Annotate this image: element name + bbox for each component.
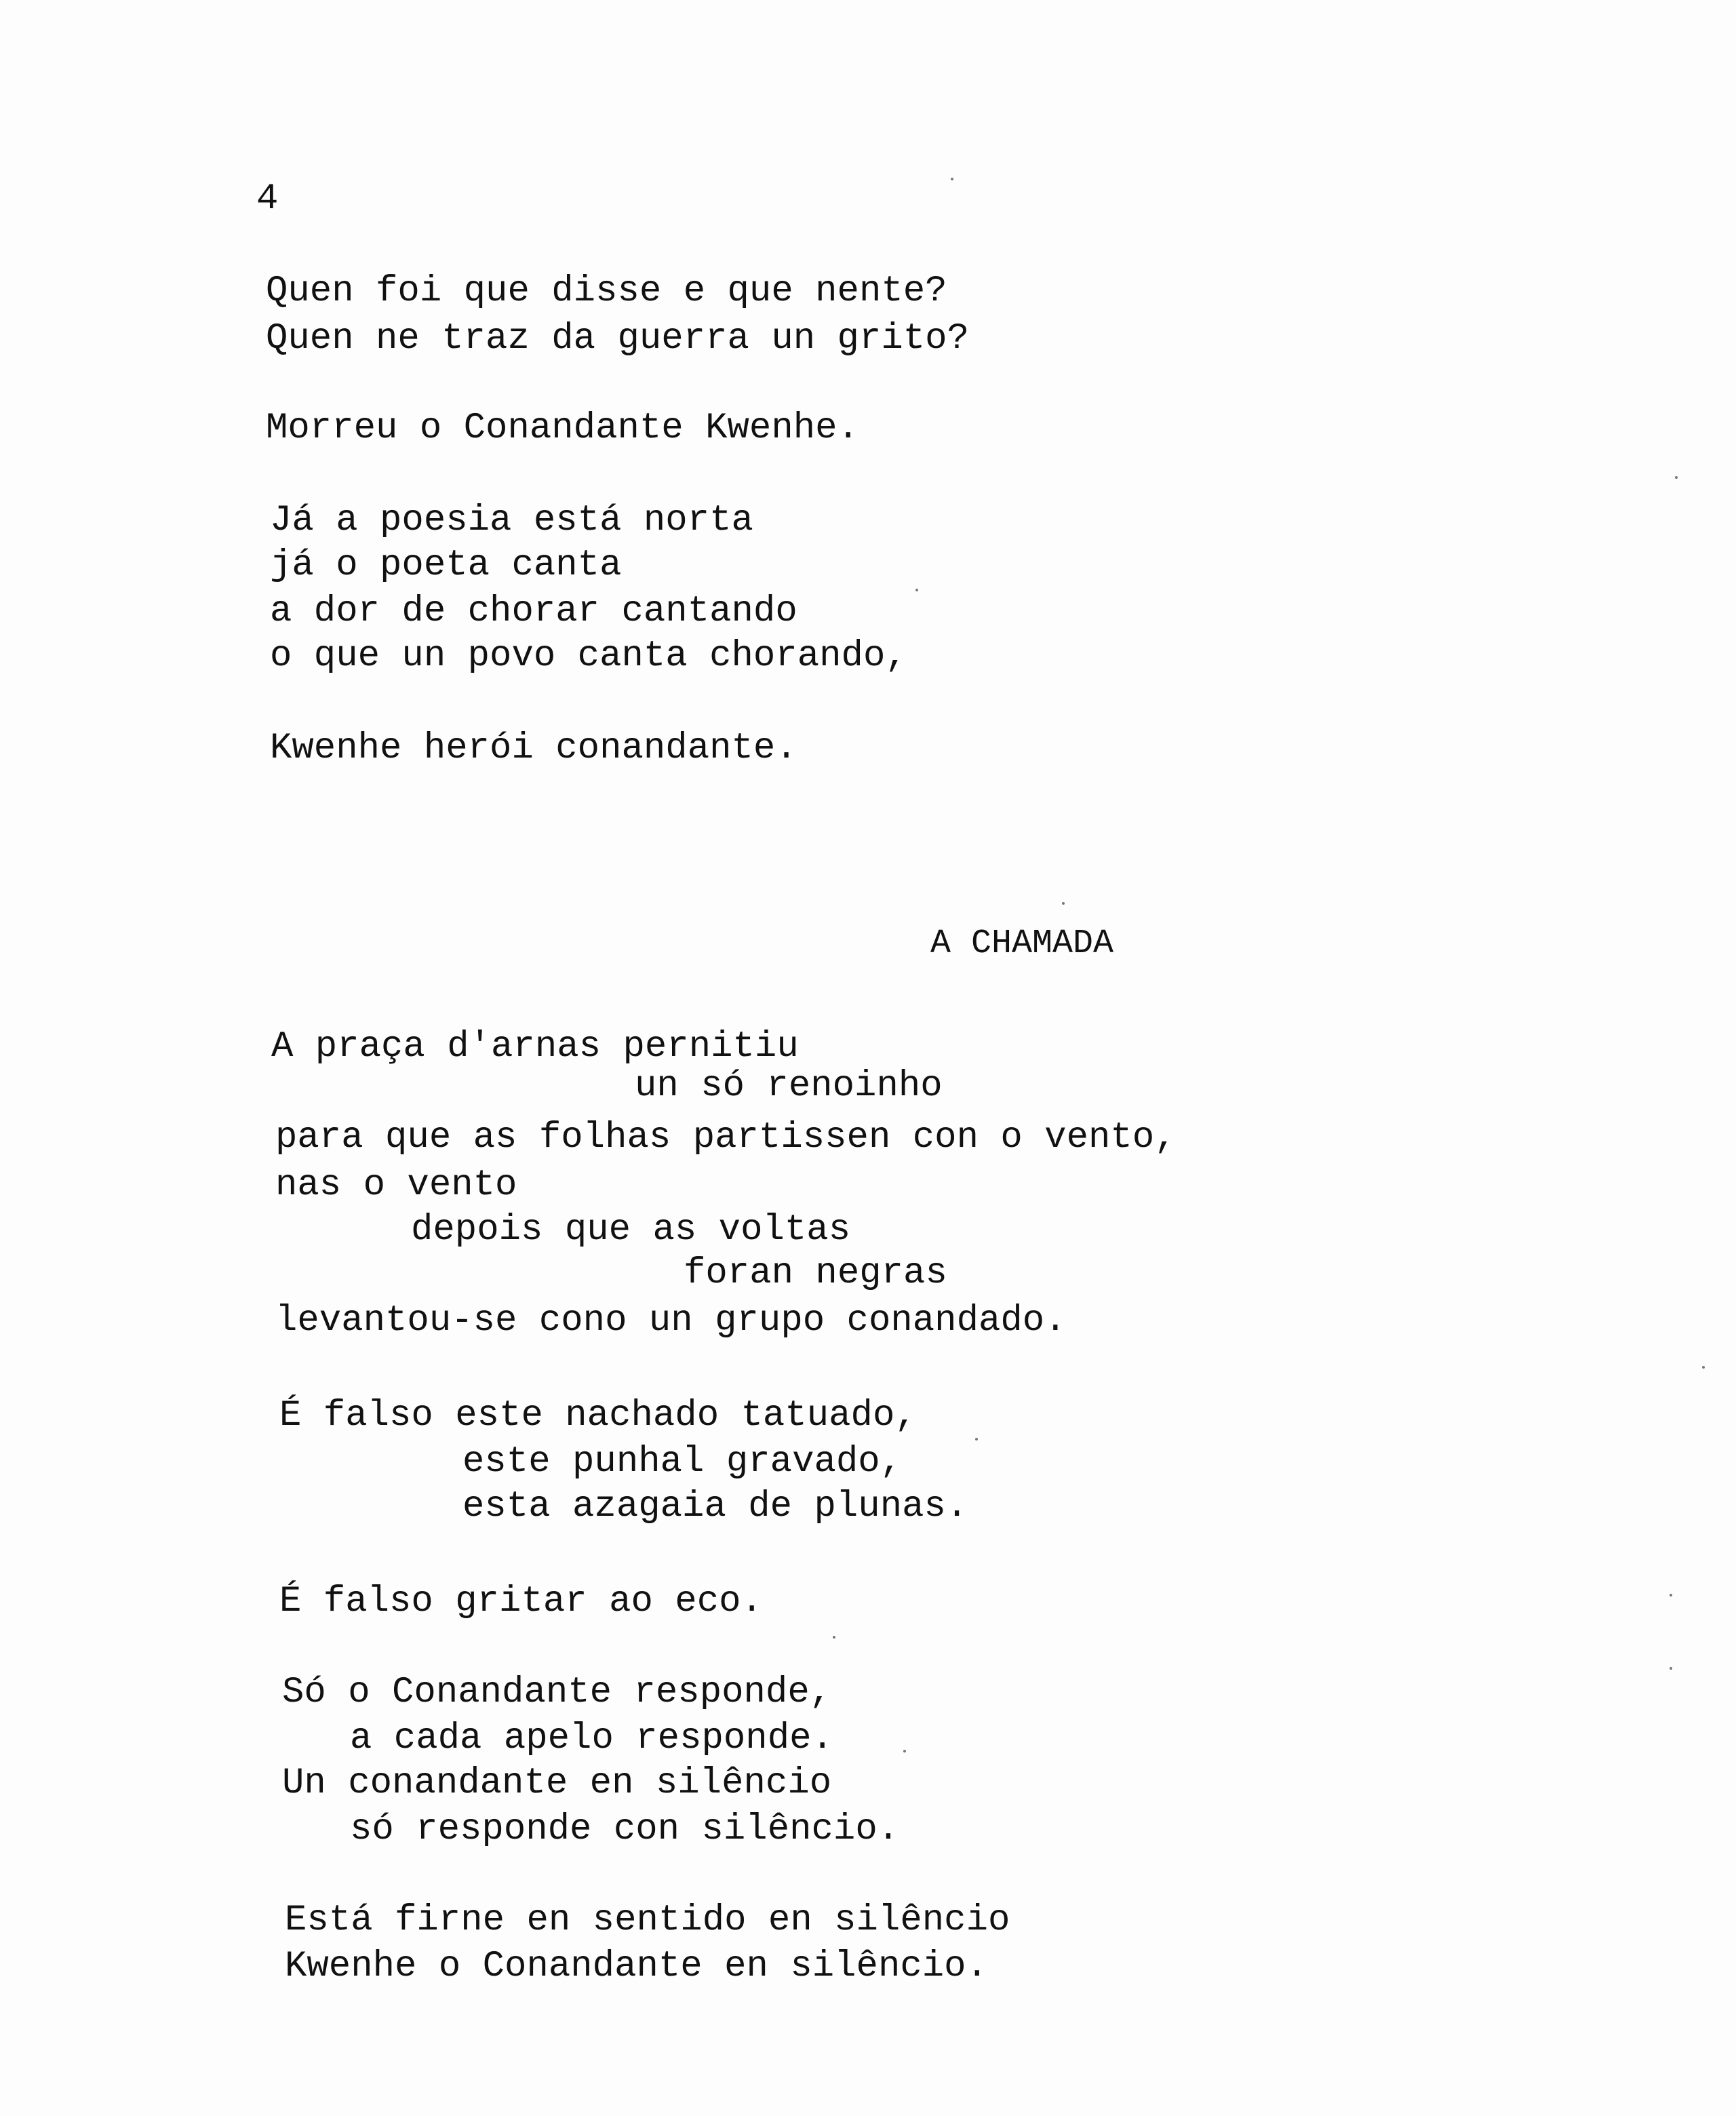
poem-line: Só o Conandante responde,	[282, 1672, 832, 1713]
scan-speck	[1702, 1366, 1705, 1369]
page-number: 4	[256, 178, 279, 220]
scan-speck	[833, 1636, 835, 1639]
scan-speck	[1062, 902, 1065, 905]
poem-line: Kwenhe o Conandante en silêncio.	[285, 1946, 988, 1987]
poem-line: só responde con silêncio.	[350, 1809, 900, 1850]
poem-line: levantou-se cono un grupo conandado.	[275, 1300, 1067, 1341]
poem-line: foran negras	[684, 1253, 947, 1294]
poem-line: Un conandante en silêncio	[282, 1763, 832, 1804]
poem-line: É falso gritar ao eco.	[279, 1581, 763, 1622]
poem-line: a cada apelo responde.	[350, 1718, 833, 1759]
scan-speck	[975, 1438, 978, 1441]
poem-line: nas o vento	[275, 1164, 517, 1206]
poem-line: esta azagaia de plunas.	[462, 1486, 968, 1527]
poem-title: A CHAMADA	[930, 924, 1114, 963]
scan-speck	[903, 1750, 906, 1752]
poem-line: já o poeta canta	[270, 545, 622, 586]
scan-speck	[951, 178, 953, 180]
poem-line: Morreu o Conandante Kwenhe.	[266, 408, 859, 449]
poem-line: a dor de chorar cantando	[270, 591, 797, 632]
poem-line: para que as folhas partissen con o vento,	[275, 1117, 1177, 1158]
poem-line: Quen ne traz da guerra un grito?	[266, 318, 969, 359]
scan-speck	[915, 589, 918, 591]
poem-line: depois que as voltas	[411, 1209, 851, 1251]
scan-speck	[1675, 476, 1678, 479]
poem-line: É falso este nachado tatuado,	[279, 1395, 917, 1436]
scan-speck	[1670, 1594, 1672, 1596]
poem-line: Já a poesia está norta	[270, 500, 753, 541]
poem-line: Quen foi que disse e que nente?	[266, 271, 947, 312]
poem-line: Está firne en sentido en silêncio	[285, 1900, 1010, 1941]
poem-line: o que un povo canta chorando,	[270, 635, 907, 677]
poem-line: Kwenhe herói conandante.	[270, 728, 797, 769]
scan-speck	[1670, 1667, 1672, 1670]
poem-line: este punhal gravado,	[462, 1441, 903, 1483]
poem-line: un só renoinho	[635, 1065, 943, 1107]
poem-line: A praça d'arnas pernitiu	[271, 1026, 799, 1067]
